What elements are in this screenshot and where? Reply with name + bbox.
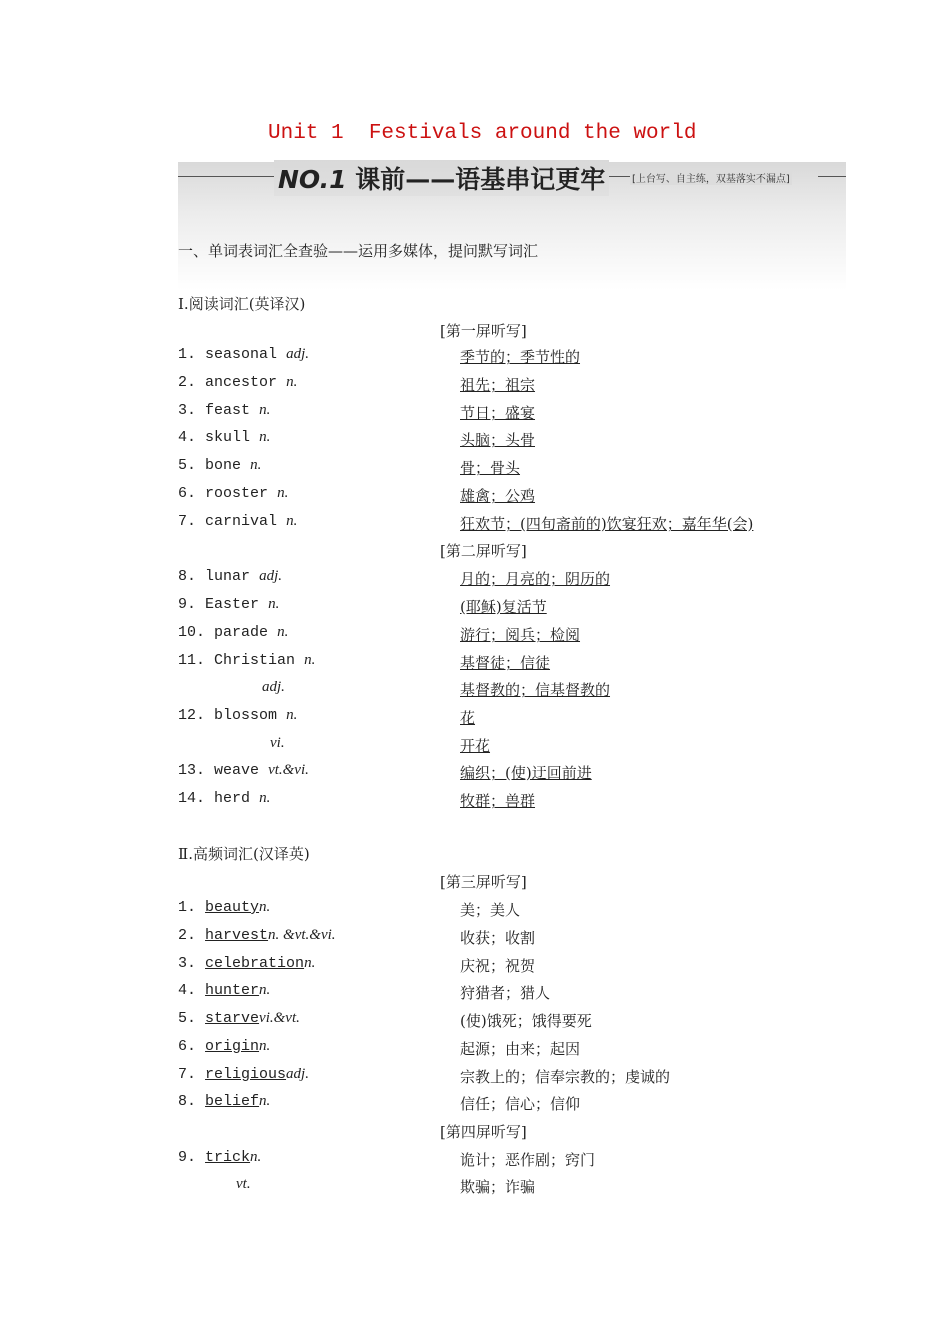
item-number: 11. <box>178 652 206 669</box>
vocab-row <box>178 679 878 703</box>
item-number: 2. <box>178 374 197 391</box>
vocab-term <box>178 429 270 446</box>
english-word: lunar <box>205 568 251 585</box>
banner-rule-right <box>818 176 846 177</box>
vocab-term <box>178 374 297 391</box>
vocab-row <box>178 346 878 370</box>
vocab-row <box>178 1093 878 1117</box>
item-number: 12. <box>178 707 206 724</box>
chinese-meaning: 游行；阅兵；检阅 <box>460 626 581 644</box>
english-word: weave <box>214 762 260 779</box>
chinese-meaning: 狩猎者；猎人 <box>460 984 551 1002</box>
vocab-row <box>178 762 878 786</box>
vocab-row <box>178 982 878 1006</box>
vocab-row <box>178 513 878 537</box>
part-of-speech: n. <box>286 374 298 390</box>
vocab-term <box>178 955 315 972</box>
vocab-row <box>178 485 878 509</box>
vocab-term <box>178 1093 270 1110</box>
english-word: bone <box>205 457 242 474</box>
vocab-term <box>178 1010 300 1027</box>
chinese-meaning: 美；美人 <box>460 901 521 919</box>
english-word: starve <box>205 1010 260 1027</box>
part-of-speech: n. <box>286 707 298 723</box>
screen2-label: [第二屏听写] <box>440 542 527 560</box>
item-number: 8. <box>178 568 197 585</box>
vocab-row <box>178 374 878 398</box>
english-word: seasonal <box>205 346 278 363</box>
chinese-meaning: 季节的；季节性的 <box>460 348 581 366</box>
vocab-term <box>178 485 288 502</box>
english-word: religious <box>205 1066 287 1083</box>
vocab-term <box>178 1149 261 1166</box>
english-word: Christian <box>214 652 296 669</box>
chinese-meaning: 牧群；兽群 <box>460 792 536 810</box>
part-of-speech: vi. <box>270 735 285 751</box>
chinese-meaning: 头脑；头骨 <box>460 431 536 449</box>
item-number: 6. <box>178 1038 197 1055</box>
part-of-speech: n. <box>304 652 316 668</box>
vocab-term <box>178 1038 270 1055</box>
chinese-meaning: 祖先；祖宗 <box>460 376 536 394</box>
vocab-row <box>178 955 878 979</box>
english-word: belief <box>205 1093 260 1110</box>
screen1-label: [第一屏听写] <box>440 322 527 340</box>
banner-number: NO.1 <box>278 165 347 194</box>
item-number: 7. <box>178 513 197 530</box>
item-number: 1. <box>178 346 197 363</box>
chinese-meaning: 收获；收割 <box>460 929 536 947</box>
part-of-speech: adj. <box>262 679 285 695</box>
part-of-speech: adj. <box>259 568 282 584</box>
vocab-row <box>178 652 878 676</box>
part-of-speech: n. <box>259 1093 271 1109</box>
item-number: 8. <box>178 1093 197 1110</box>
part-of-speech: adj. <box>286 1066 309 1082</box>
chinese-meaning: 节日；盛宴 <box>460 404 536 422</box>
item-number: 1. <box>178 899 197 916</box>
item-number: 9. <box>178 1149 197 1166</box>
vocab-row <box>178 899 878 923</box>
vocab-term <box>178 457 261 474</box>
chinese-meaning: 宗教上的；信奉宗教的；虔诚的 <box>460 1068 671 1086</box>
english-word: carnival <box>205 513 278 530</box>
chinese-meaning: 基督教的；信基督教的 <box>460 681 611 699</box>
english-word: Easter <box>205 596 260 613</box>
part-of-speech: n. <box>304 955 316 971</box>
chinese-meaning: 花 <box>460 709 476 727</box>
banner-title-cn: 课前——语基串记更牢 <box>355 165 606 194</box>
english-word: origin <box>205 1038 260 1055</box>
vocab-row <box>178 568 878 592</box>
vocab-row <box>178 927 878 951</box>
vocab-row <box>178 1149 878 1173</box>
item-number: 5. <box>178 1010 197 1027</box>
english-word: blossom <box>214 707 278 724</box>
banner-rule-left <box>178 176 274 177</box>
english-word: herd <box>214 790 251 807</box>
part2-heading: Ⅱ.高频词汇(汉译英) <box>178 845 310 863</box>
english-word: rooster <box>205 485 269 502</box>
part-of-speech: vt.&vi. <box>268 762 309 778</box>
part-of-speech: n. <box>277 624 289 640</box>
vocab-row <box>178 1176 878 1200</box>
item-number: 6. <box>178 485 197 502</box>
vocab-row <box>178 402 878 426</box>
part-of-speech: n. <box>286 513 298 529</box>
item-number: 5. <box>178 457 197 474</box>
screen3-label: [第三屏听写] <box>440 873 527 891</box>
chinese-meaning: 狂欢节；(四旬斋前的)饮宴狂欢；嘉年华(会) <box>460 515 754 533</box>
vocab-term <box>178 346 309 363</box>
part-of-speech: n. <box>277 485 289 501</box>
chinese-meaning: 起源；由来；起因 <box>460 1040 581 1058</box>
chinese-meaning: 基督徒；信徒 <box>460 654 551 672</box>
section-banner <box>178 162 846 290</box>
vocab-row <box>178 790 878 814</box>
vocab-row <box>178 735 878 759</box>
vocab-row <box>178 624 878 648</box>
vocab-term <box>178 1066 309 1083</box>
part1-heading: Ⅰ.阅读词汇(英译汉) <box>178 295 306 313</box>
chinese-meaning: (使)饿死；饿得要死 <box>460 1012 592 1030</box>
item-number: 13. <box>178 762 206 779</box>
vocab-term <box>178 568 282 585</box>
english-word: parade <box>214 624 269 641</box>
part-of-speech: vi.&vt. <box>259 1010 300 1026</box>
part-of-speech: n. <box>259 790 271 806</box>
chinese-meaning: 诡计；恶作剧；窍门 <box>460 1151 596 1169</box>
chinese-meaning: 庆祝；祝贺 <box>460 957 536 975</box>
banner-title <box>274 160 609 196</box>
vocab-term <box>178 790 270 807</box>
english-word: harvest <box>205 927 269 944</box>
item-number: 10. <box>178 624 206 641</box>
vocab-term <box>178 513 297 530</box>
part-of-speech: n. <box>268 596 280 612</box>
vocab-term <box>178 707 297 724</box>
chinese-meaning: 雄禽；公鸡 <box>460 487 536 505</box>
item-number: 2. <box>178 927 197 944</box>
item-number: 4. <box>178 982 197 999</box>
english-word: feast <box>205 402 251 419</box>
part-of-speech: n. <box>250 1149 262 1165</box>
vocab-term <box>178 652 315 669</box>
part-of-speech: vt. <box>236 1176 251 1192</box>
chinese-meaning: (耶稣)复活节 <box>460 598 547 616</box>
banner-subtitle: [上台写、自主练，双基落实不漏点] <box>630 170 792 185</box>
vocab-term <box>178 982 270 999</box>
english-word: beauty <box>205 899 260 916</box>
vocab-term <box>178 402 270 419</box>
item-number: 4. <box>178 429 197 446</box>
item-number: 3. <box>178 402 197 419</box>
part-of-speech: n. <box>259 899 271 915</box>
vocab-row <box>178 1038 878 1062</box>
item-number: 7. <box>178 1066 197 1083</box>
item-number: 9. <box>178 596 197 613</box>
vocab-term <box>178 596 279 613</box>
screen4-label: [第四屏听写] <box>440 1123 527 1141</box>
part-of-speech: n. <box>250 457 262 473</box>
vocab-term <box>178 899 270 916</box>
chinese-meaning: 开花 <box>460 737 491 755</box>
english-word: hunter <box>205 982 260 999</box>
english-word: celebration <box>205 955 305 972</box>
section-heading: 一、单词表词汇全查验——运用多媒体，提问默写词汇 <box>178 242 539 260</box>
item-number: 14. <box>178 790 206 807</box>
vocab-term <box>178 927 336 944</box>
chinese-meaning: 编织；(使)迂回前进 <box>460 764 592 782</box>
part-of-speech: n. <box>259 402 271 418</box>
chinese-meaning: 欺骗；诈骗 <box>460 1178 536 1196</box>
vocab-row <box>178 429 878 453</box>
vocab-row <box>178 596 878 620</box>
chinese-meaning: 月的；月亮的；阴历的 <box>460 570 611 588</box>
english-word: trick <box>205 1149 251 1166</box>
part-of-speech: n. <box>259 982 271 998</box>
part-of-speech: n. <box>259 1038 271 1054</box>
vocab-term <box>178 624 288 641</box>
part-of-speech: adj. <box>286 346 309 362</box>
part-of-speech: n. <box>259 429 271 445</box>
english-word: skull <box>205 429 251 446</box>
vocab-term <box>178 762 309 779</box>
english-word: ancestor <box>205 374 278 391</box>
vocab-row <box>178 457 878 481</box>
item-number: 3. <box>178 955 197 972</box>
vocab-row <box>178 1010 878 1034</box>
page-title: Unit 1 Festivals around the world <box>268 122 697 145</box>
part-of-speech: n. &vt.&vi. <box>268 927 336 943</box>
vocab-row <box>178 707 878 731</box>
vocab-row <box>178 1066 878 1090</box>
chinese-meaning: 信任；信心；信仰 <box>460 1095 581 1113</box>
chinese-meaning: 骨；骨头 <box>460 459 521 477</box>
